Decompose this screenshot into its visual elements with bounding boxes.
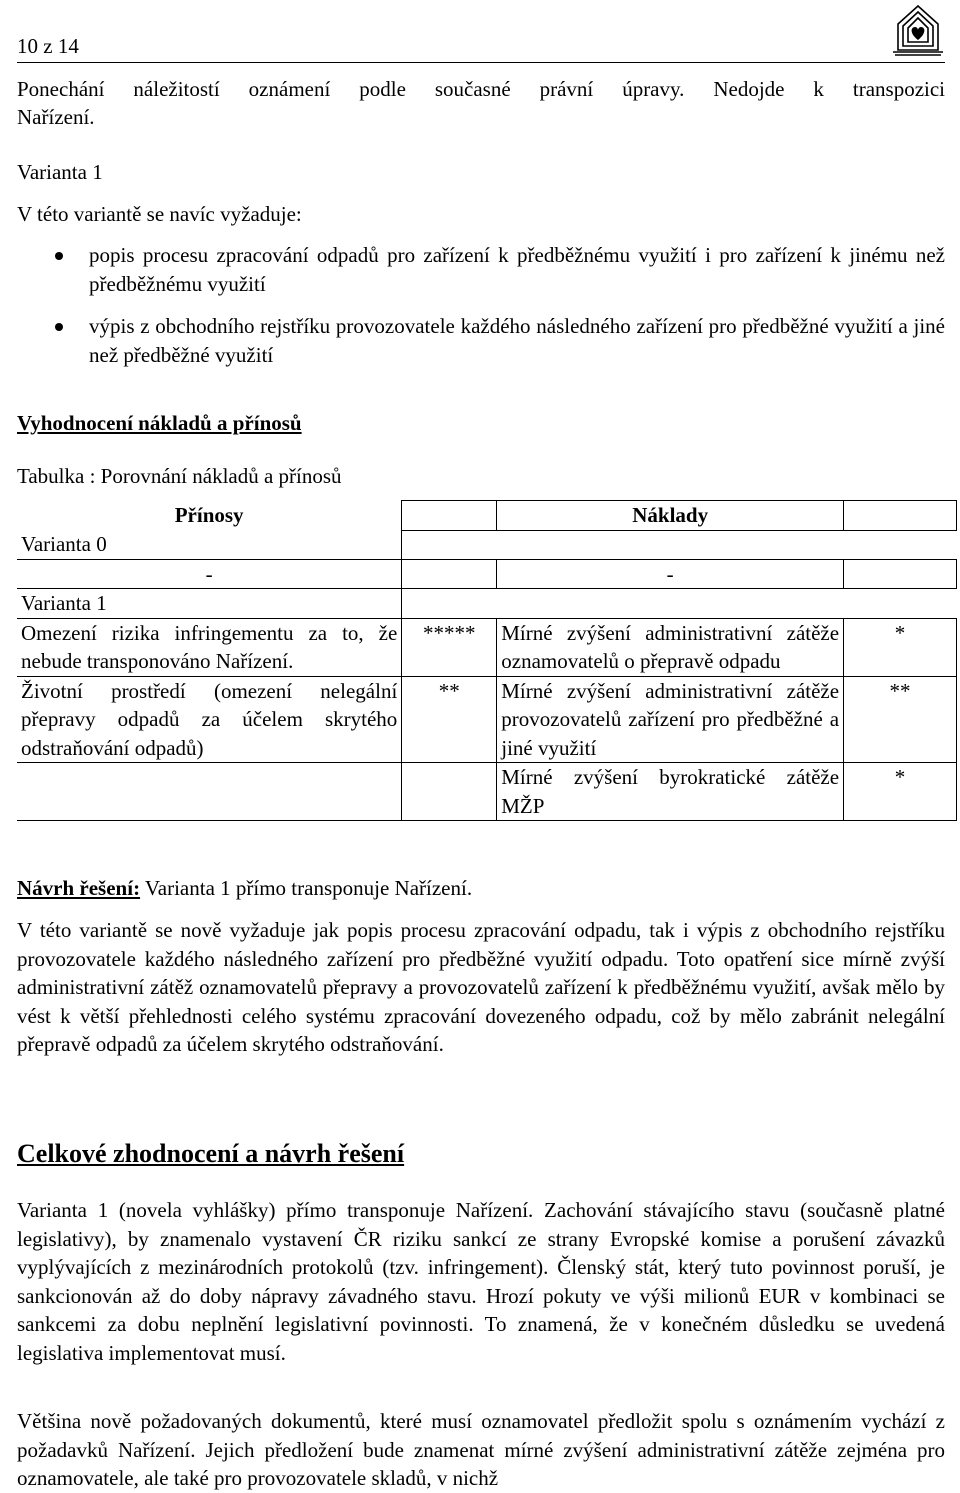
cost-rating: * bbox=[844, 618, 957, 676]
variant0-benefit: - bbox=[17, 559, 402, 589]
cost-cell: Mírné zvýšení administrativní zátěže provozovatelů zařízení pro předběžné a jiné využití bbox=[497, 676, 844, 763]
intro-line-2: Nařízení. bbox=[17, 105, 95, 129]
empty-cell bbox=[844, 589, 957, 619]
col-costs-header: Náklady bbox=[497, 501, 844, 531]
empty-cell bbox=[402, 559, 497, 589]
variant1-label: Varianta 1 bbox=[17, 589, 402, 619]
page-number: 10 z 14 bbox=[17, 34, 79, 58]
summary-paragraph-2: Většina nově požadovaných dokumentů, které musí oznamovatel předložit spolu s oznámením vychází z požadavků Nařízení. Jejich předložení bude znamenat mírné zvýšení administrativní zátěže zejména pro oznamovatele, ale také pro provozovatele skladů, v nichž bbox=[17, 1409, 945, 1490]
variant1-bullet-list bbox=[17, 241, 945, 298]
summary-heading: Celkové zhodnocení a návrh řešení bbox=[17, 1139, 405, 1168]
bullet-text: výpis z obchodního rejstříku provozovatele každého následného zařízení pro předběžné využití a jiné než předběžné využití bbox=[89, 314, 945, 367]
header-rule bbox=[17, 62, 945, 63]
empty-cell bbox=[497, 530, 844, 559]
cost-cell: Mírné zvýšení administrativní zátěže oznamovatelů o přepravě odpadu bbox=[497, 618, 844, 676]
bullet-dot-icon bbox=[55, 252, 63, 260]
benefit-cell: Životní prostředí (omezení nelegální přepravy odpadů za účelem skrytého odstraňování odpadů) bbox=[17, 676, 402, 763]
bullet-item bbox=[17, 312, 945, 369]
table-row bbox=[17, 559, 957, 589]
bullet-text: popis procesu zpracování odpadů pro zařízení k předběžnému využití i pro zařízení k jinému než předběžnému využití bbox=[89, 243, 945, 296]
empty-cell bbox=[402, 530, 497, 559]
cost-benefit-table bbox=[17, 500, 957, 821]
summary-paragraph-1: Varianta 1 (novela vyhlášky) přímo transponuje Nařízení. Zachování stávajícího stavu (současně platné legislativy), by znamenalo vystavení ČR riziku sankcí ze strany Evropské komise a porušení závazků vyplývajících z mezinárodních protokolů (tzv. infringement). Členský stát, který tuto povinnost poruší, je sankcionován až do doby nápravy závadného stavu. Hrozí pokuty ve výši milionů EUR v kombinaci se sankcemi za dobu neplnění legislativní povinnosti. To znamená, že v konečném důsledku se uvedená legislativa implementovat musí. bbox=[17, 1198, 945, 1365]
table-row bbox=[17, 763, 957, 821]
bullet-item bbox=[17, 241, 945, 298]
proposal-label: Návrh řešení: bbox=[17, 876, 141, 900]
col-benefits-header: Přínosy bbox=[17, 501, 402, 531]
benefit-cell bbox=[17, 763, 402, 821]
variant0-label: Varianta 0 bbox=[17, 530, 402, 559]
cost-rating: ** bbox=[844, 676, 957, 763]
benefit-cell: Omezení rizika infringementu za to, že nebude transponováno Nařízení. bbox=[17, 618, 402, 676]
table-header-row bbox=[17, 501, 957, 531]
table-row bbox=[17, 530, 957, 559]
table-row bbox=[17, 676, 957, 763]
benefit-rating: ***** bbox=[402, 618, 497, 676]
empty-cell bbox=[497, 589, 844, 619]
evaluation-heading: Vyhodnocení nákladů a přínosů bbox=[17, 411, 302, 435]
proposal-paragraph: V této variantě se nově vyžaduje jak popis procesu zpracování odpadu, tak i výpis z obchodního rejstříku provozovatele každého následného zařízení pro předběžné využití odpadu. Toto opatření sice mírně zvýší administrativní zátěž oznamovatelů přepravy a provozovatelů zařízení k předběžnému využití, avšak mělo by vést k větší přehlednosti celého systému zpracování dovezeného odpadu, což by mělo zabránit nelegální přepravě odpadů za účelem skrytého odstraňování. bbox=[17, 918, 945, 1056]
empty-cell bbox=[402, 589, 497, 619]
empty-cell bbox=[844, 501, 957, 531]
variant1-title: Varianta 1 bbox=[17, 160, 103, 184]
proposal-text: Varianta 1 přímo transponuje Nařízení. bbox=[140, 876, 473, 900]
table-caption: Tabulka : Porovnání nákladů a přínosů bbox=[17, 464, 342, 488]
benefit-rating: ** bbox=[402, 676, 497, 763]
proposal-line bbox=[17, 874, 945, 903]
variant1-lead: V této variantě se navíc vyžaduje: bbox=[17, 202, 302, 226]
intro-line-1: Ponechání náležitostí oznámení podle současné právní úpravy. Nedojde k transpozici bbox=[17, 77, 945, 101]
benefit-rating bbox=[402, 763, 497, 821]
empty-cell bbox=[844, 559, 957, 589]
empty-cell bbox=[402, 501, 497, 531]
table-row bbox=[17, 618, 957, 676]
table-row bbox=[17, 589, 957, 619]
bullet-dot-icon bbox=[55, 323, 63, 331]
empty-cell bbox=[844, 530, 957, 559]
variant0-cost: - bbox=[497, 559, 844, 589]
ministry-logo-icon bbox=[889, 0, 947, 58]
cost-cell: Mírné zvýšení byrokratické zátěže MŽP bbox=[497, 763, 844, 821]
cost-rating: * bbox=[844, 763, 957, 821]
variant1-bullet-list-2 bbox=[17, 312, 945, 369]
